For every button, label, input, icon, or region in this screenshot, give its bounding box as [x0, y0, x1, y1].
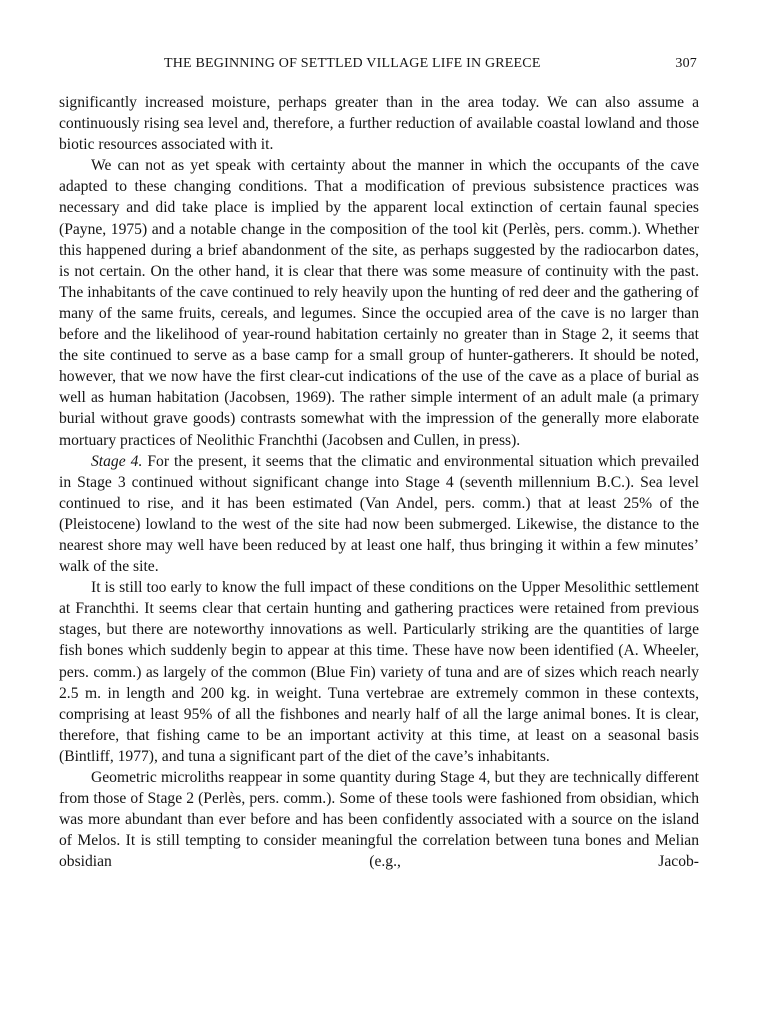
- paragraph-adaptation: We can not as yet speak with certainty about the manner in which the occupants of the cave adapted to these changing conditions. That a modification of previous subsistence practices was necessary and did take place is implied by the apparent local extinction of certain faunal species (Payne, 1975) and a notable change in the composition of the tool kit (Perlès, pers. comm.). Whether this happened during a brief abandonment of the site, as perhaps suggested by the radiocarbon dates, is not certain. On the other hand, it is clear that there was some measure of continuity with the past. The inhabitants of the cave continued to rely heavily upon the hunting of red deer and the gathering of many of the same fruits, cereals, and legumes. Since the occupied area of the cave is no larger than before and the likelihood of year-round habitation certainly no greater than in Stage 2, it seems that the site continued to serve as a base camp for a small group of hunter-gatherers. It should be noted, however, that we now have the first clear-cut indications of the use of the cave as a place of burial as well as human habitation (Jacobsen, 1969). The rather simple interment of an adult male (a primary burial without grave goods) contrasts somewhat with the impression of the generally more elaborate mortuary practices of Neolithic Franchthi (Jacobsen and Cullen, in press).: [59, 157, 699, 449]
- journal-page: [59, 56, 699, 872]
- paragraph-geometric-microliths: Geometric microliths reappear in some quantity during Stage 4, but they are technically different from those of Stage 2 (Perlès, pers. comm.). Some of these tools were fashioned from obsidian, which was more abundant than ever before and has been confidently associated with a source on the island of Melos. It is still tempting to consider meaningful the correlation between tuna bones and Melian obsidian (e.g., Jacob-: [59, 769, 699, 871]
- running-head: [59, 56, 699, 78]
- paragraph-stage-4: [59, 451, 699, 578]
- paragraph-upper-mesolithic: It is still too early to know the full impact of these conditions on the Upper Mesolithic settlement at Franchthi. It seems clear that certain hunting and gathering practices were retained from previous stages, but there are noteworthy innovations as well. Particularly striking are the quantities of large fish bones which suddenly begin to appear at this time. These have now been identified (A. Wheeler, pers. comm.) as largely of the common (Blue Fin) variety of tuna and are of sizes which reach nearly 2.5 m. in length and 200 kg. in weight. Tuna vertebrae are extremely common in these contexts, comprising at least 95% of all the fishbones and nearly half of all the large animal bones. It is clear, therefore, that fishing came to be an important activity at this time, at least on a seasonal basis (Bintliff, 1977), and tuna a significant part of the diet of the cave’s inhabitants.: [59, 579, 699, 765]
- paragraph-continuation: significantly increased moisture, perhaps greater than in the area today. We can also assume a continuously rising sea level and, therefore, a further reduction of available coastal lowland and those biotic resources associated with it.: [59, 94, 699, 154]
- stage-4-text: For the present, it seems that the climatic and environmental situation which prevailed in Stage 3 continued without significant change into Stage 4 (seventh millennium B.C.). Sea level continued to rise, and it has been estimated (Van Andel, pers. comm.) that at least 25% of the (Pleistocene) lowland to the west of the site had now been submerged. Likewise, the distance to the nearest shore may well have been reduced by at least one half, thus bringing it within a few minutes’ walk of the site.: [59, 452, 699, 576]
- page-number: 307: [675, 56, 697, 71]
- body-text: [59, 92, 699, 872]
- running-head-title: THE BEGINNING OF SETTLED VILLAGE LIFE IN GREECE: [164, 56, 541, 71]
- stage-4-heading: Stage 4.: [91, 452, 143, 470]
